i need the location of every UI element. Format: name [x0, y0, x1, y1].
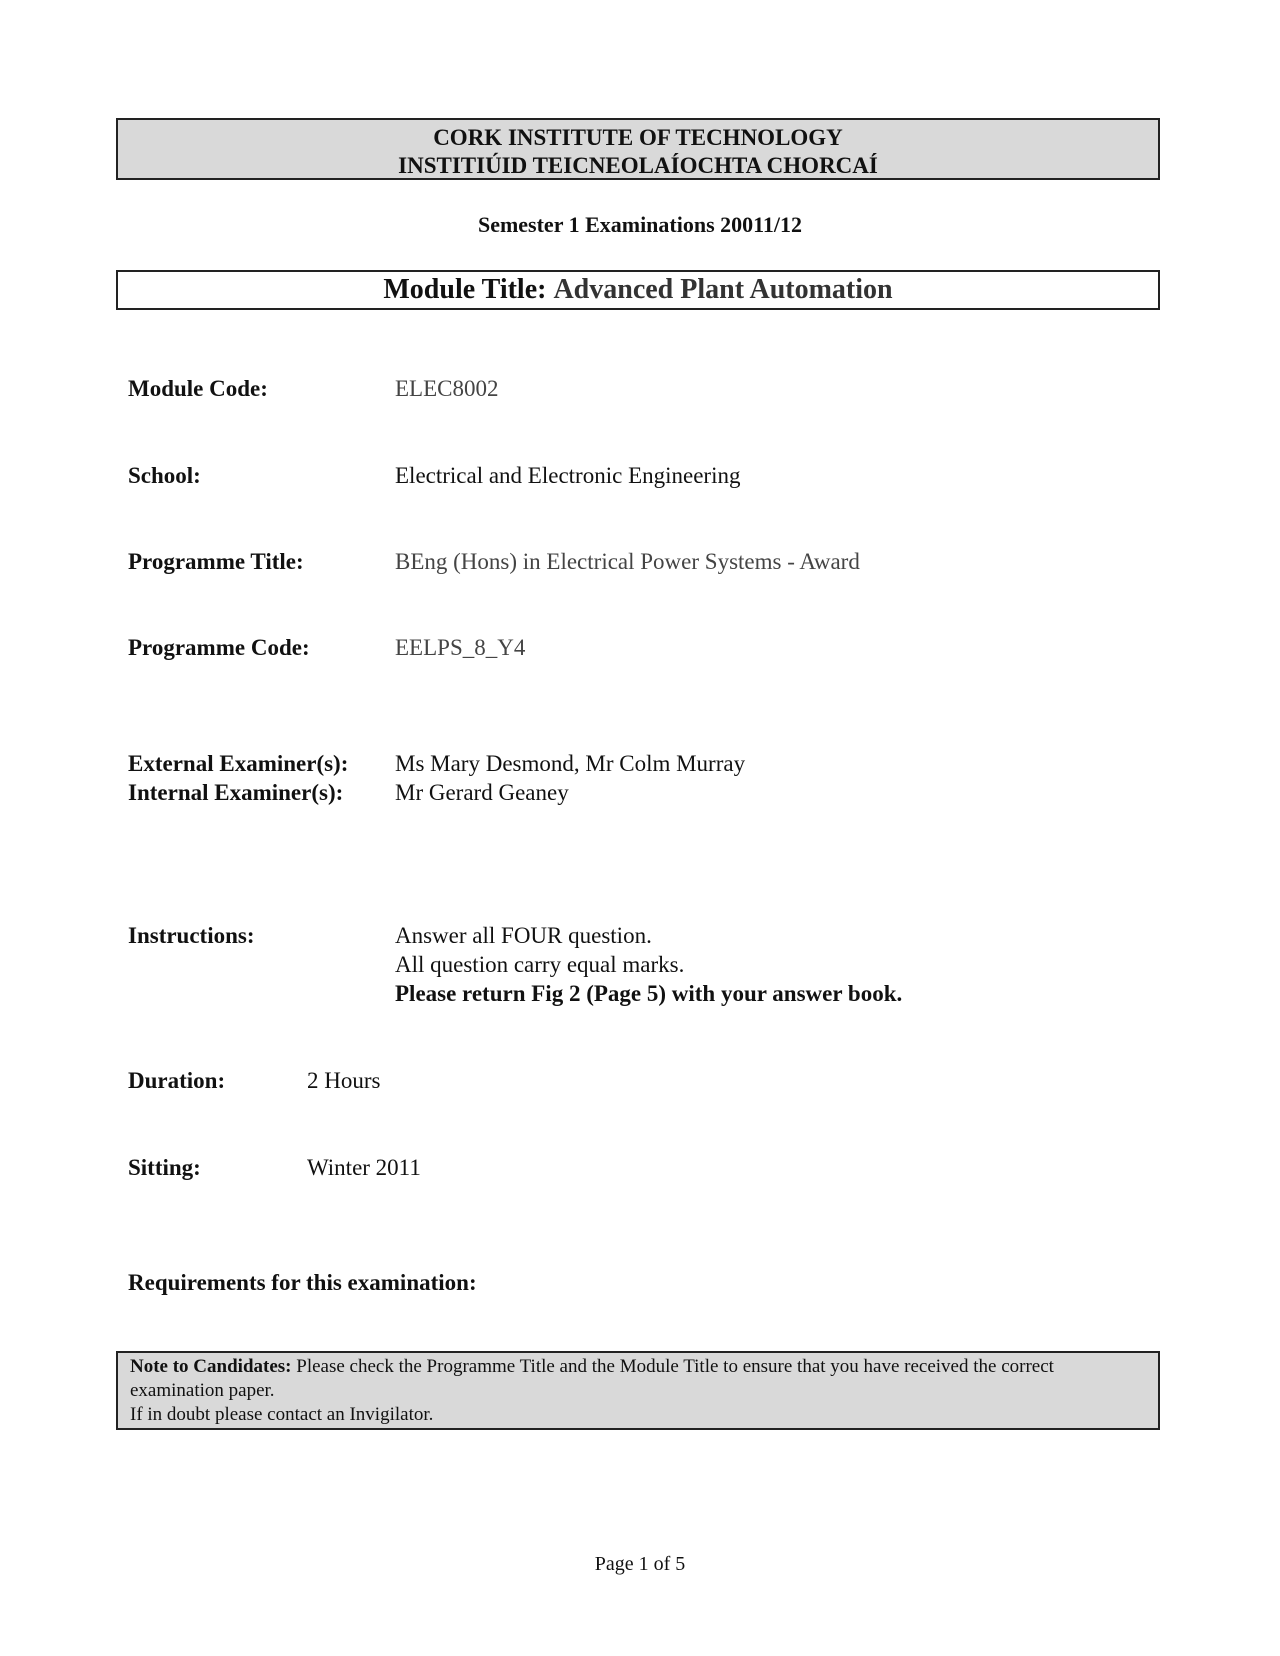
- sitting-label: Sitting:: [128, 1155, 201, 1180]
- institute-name-ga: INSTITIÚID TEICNEOLAÍOCHTA CHORCAÍ: [398, 153, 878, 178]
- duration-label: Duration:: [128, 1068, 226, 1093]
- note-text-2: If in doubt please contact an Invigilator.: [130, 1404, 434, 1425]
- duration-value: 2 Hours: [307, 1068, 381, 1093]
- page-number: Page 1 of 5: [594, 1553, 686, 1575]
- note-label: Note to Candidates:: [130, 1356, 292, 1377]
- institute-name-en: CORK INSTITUTE OF TECHNOLOGY: [433, 125, 843, 150]
- school-value: Electrical and Electronic Engineering: [395, 463, 741, 488]
- institute-header: [116, 118, 1160, 180]
- module-title-label: Module Title:: [383, 274, 547, 305]
- sitting-value: Winter 2011: [307, 1155, 421, 1180]
- instructions-line-3: Please return Fig 2 (Page 5) with your answer book.: [395, 981, 903, 1006]
- programme-title-label: Programme Title:: [128, 549, 304, 574]
- module-title-value: Advanced Plant Automation: [553, 274, 893, 305]
- requirements-heading: Requirements for this examination:: [128, 1270, 477, 1295]
- programme-code-value: EELPS_8_Y4: [395, 635, 526, 660]
- module-code-label: Module Code:: [128, 376, 268, 401]
- note-to-candidates: [116, 1351, 1160, 1430]
- semester-heading: Semester 1 Examinations 20011/12: [477, 212, 803, 237]
- instructions-line-2: All question carry equal marks.: [395, 952, 685, 977]
- programme-title-value: BEng (Hons) in Electrical Power Systems - Award: [395, 549, 860, 574]
- internal-examiners-value: Mr Gerard Geaney: [395, 780, 569, 805]
- instructions-label: Instructions:: [128, 923, 255, 948]
- school-label: School:: [128, 463, 201, 488]
- external-examiners-label: External Examiner(s):: [128, 751, 349, 776]
- instructions-line-1: Answer all FOUR question.: [395, 923, 652, 948]
- external-examiners-value: Ms Mary Desmond, Mr Colm Murray: [395, 751, 746, 776]
- module-title-box: [116, 270, 1160, 310]
- programme-code-label: Programme Code:: [128, 635, 310, 660]
- internal-examiners-label: Internal Examiner(s):: [128, 780, 344, 805]
- module-code-value: ELEC8002: [395, 376, 499, 401]
- note-text-1: Please check the Programme Title and the Module Title to ensure that you have received the correct examination paper.: [130, 1356, 1054, 1401]
- instructions-text: [395, 921, 902, 1008]
